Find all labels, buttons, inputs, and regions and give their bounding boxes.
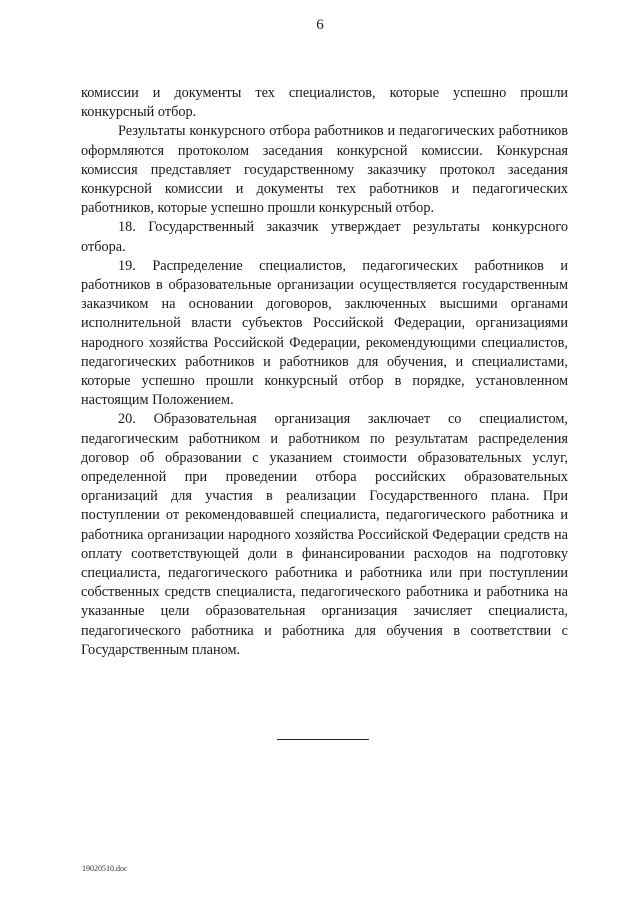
paragraph-results-protocol: Результаты конкурсного отбора работников и педагогических работников оформляются протоколом заседания конкурсной комиссии. Конкурсная комиссия представляет государственному заказчику протокол заседания конкурсной комиссии и документы тех работников и педагогических работников, которые успешно прошли конкурсный отбор.	[81, 123, 568, 217]
paragraph-item-19: 19. Распределение специалистов, педагогических работников и работников в образовательные организации осуществляется государственным заказчиком на основании договоров, заключенных высшими органами исполнительной власти субъектов Российской Федерации, организациями народного хозяйства Российской Федерации, рекомендующими специалистов, педагогических работников и работников для обучения, и специалистами, которые успешно прошли конкурсный отбор в порядке, установленном настоящим Положением.	[81, 257, 568, 409]
footer-file-name: 19020510.doc	[82, 864, 128, 873]
paragraph-item-20: 20. Образовательная организация заключает со специалистом, педагогическим работником и работником по результатам распределения договор об образовании с указанием стоимости образовательных услуг, определенной при проведении отбора российских образовательных организаций для участия в реализации Государственного плана. При поступлении от рекомендовавшей специалиста, педагогического работника и работника организации народного хозяйства Российской Федерации средств на оплату соответствующей доли в финансировании расходов на подготовку специалиста, педагогического работника и работника или при поступлении собственных средств специалиста, педагогического работника и работника на указанные цели образовательная организация зачисляет специалиста, педагогического работника и работника для обучения в соответствии с Государственным планом.	[81, 411, 568, 658]
page-number: 6	[316, 17, 324, 33]
paragraph-item-18: 18. Государственный заказчик утверждает результаты конкурсного отбора.	[81, 219, 568, 255]
paragraph-continuation: комиссии и документы тех специалистов, которые успешно прошли конкурсный отбор.	[81, 85, 568, 121]
end-separator-line	[277, 739, 369, 740]
document-body	[81, 84, 568, 660]
